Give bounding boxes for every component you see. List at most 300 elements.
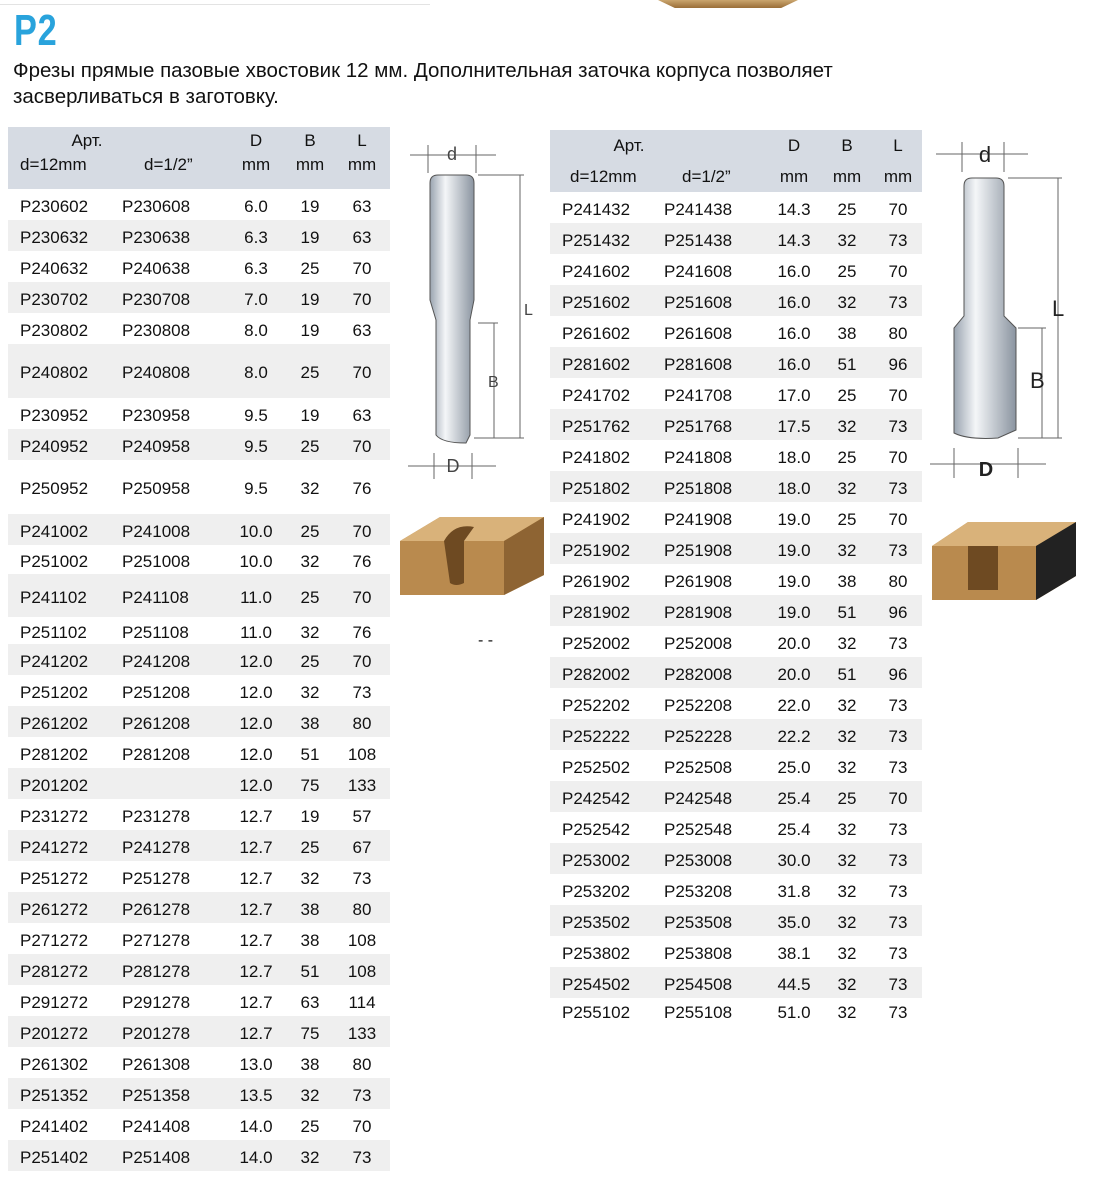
art-d12-cell: P271272 bbox=[20, 930, 89, 950]
art-d12-cell: P255102 bbox=[562, 1002, 631, 1022]
D-cell: 12.7 bbox=[239, 930, 273, 950]
L-cell: 80 bbox=[888, 323, 908, 343]
D-cell: 35.0 bbox=[768, 905, 820, 936]
table-row bbox=[550, 316, 922, 347]
B-cell: 19 bbox=[286, 220, 334, 251]
art-d12-cell: P253502 bbox=[550, 905, 664, 936]
art-d12in-cell: P261608 bbox=[664, 323, 733, 343]
art-d12in-cell: P230958 bbox=[122, 405, 191, 425]
B-header: B bbox=[820, 130, 874, 162]
L-cell: 73 bbox=[874, 533, 922, 564]
B-cell: 38 bbox=[837, 323, 857, 343]
art-d12in-cell: P201278 bbox=[122, 1016, 226, 1047]
B-cell: 32 bbox=[820, 843, 874, 874]
art-d12-cell: P261602 bbox=[562, 323, 631, 343]
B-cell: 32 bbox=[300, 622, 320, 642]
L-cell: 73 bbox=[334, 1140, 390, 1171]
D-cell: 16.0 bbox=[777, 323, 811, 343]
L-cell: 57 bbox=[352, 806, 372, 826]
art-d12in-cell: P251438 bbox=[664, 223, 768, 254]
B-cell: 32 bbox=[837, 943, 857, 963]
cutter-body bbox=[430, 175, 474, 443]
D-cell: 20.0 bbox=[777, 633, 811, 653]
table-row bbox=[8, 1078, 390, 1109]
art-d12in-cell: P241278 bbox=[122, 830, 226, 861]
B-cell: 25 bbox=[300, 258, 320, 278]
B-cell: 32 bbox=[820, 409, 874, 440]
D-cell: 19.0 bbox=[777, 571, 811, 591]
B-cell: 32 bbox=[300, 682, 320, 702]
table-row bbox=[8, 892, 390, 923]
art-d12in-cell: P271278 bbox=[122, 930, 191, 950]
art-d12in-cell: P240808 bbox=[122, 344, 226, 398]
table-row bbox=[550, 471, 922, 502]
L-cell: 76 bbox=[352, 551, 372, 571]
table-row bbox=[8, 429, 390, 460]
D-cell: 16.0 bbox=[777, 261, 811, 281]
art-d12-cell: P251352 bbox=[8, 1078, 122, 1109]
D-cell: 6.0 bbox=[244, 196, 268, 216]
B-cell: 25 bbox=[286, 574, 334, 617]
art-d12-cell: P252002 bbox=[562, 633, 631, 653]
D-cell: 10.0 bbox=[226, 514, 286, 545]
L-cell: 73 bbox=[888, 1002, 908, 1022]
art-d12in-cell: P241608 bbox=[664, 261, 733, 281]
table-row bbox=[550, 688, 922, 719]
art-d12in-cell: P251608 bbox=[664, 285, 768, 316]
art-d12in-cell: P261908 bbox=[664, 571, 733, 591]
art-d12-cell: P261902 bbox=[562, 571, 631, 591]
art-d12in-cell: P261278 bbox=[122, 892, 226, 923]
table-row bbox=[550, 502, 922, 533]
B-cell: 32 bbox=[286, 1078, 334, 1109]
D-cell: 25.4 bbox=[768, 781, 820, 812]
art-d12in-cell: P251358 bbox=[122, 1078, 226, 1109]
B-label: B bbox=[1030, 368, 1045, 393]
art-d12in-cell: P241438 bbox=[664, 199, 733, 219]
art-d12in-cell: P281608 bbox=[664, 347, 768, 378]
art-d12in-cell: P251808 bbox=[664, 471, 768, 502]
D-cell: 14.0 bbox=[226, 1140, 286, 1171]
table-row bbox=[550, 533, 922, 564]
L-cell: 73 bbox=[334, 1078, 390, 1109]
table-row bbox=[550, 874, 922, 905]
D-cell: 12.7 bbox=[226, 1016, 286, 1047]
D-cell: 12.0 bbox=[226, 644, 286, 675]
table-row bbox=[8, 1140, 390, 1171]
art-d12in-cell: P255108 bbox=[664, 1002, 733, 1022]
table-row bbox=[8, 1016, 390, 1047]
art-d12-cell: P251902 bbox=[550, 533, 664, 564]
art-d12in-cell: P230608 bbox=[122, 196, 191, 216]
table-row bbox=[550, 719, 922, 750]
D-cell: 11.0 bbox=[226, 574, 286, 617]
art-d12-cell: P253202 bbox=[562, 881, 631, 901]
D-cell: 14.3 bbox=[768, 223, 820, 254]
L-cell: 63 bbox=[352, 405, 372, 425]
B-cell: 51 bbox=[820, 657, 874, 688]
table-row bbox=[8, 985, 390, 1016]
D-cell: 12.7 bbox=[239, 806, 273, 826]
table-row bbox=[8, 344, 390, 398]
B-cell: 25 bbox=[286, 429, 334, 460]
art-d12-cell: P281202 bbox=[20, 744, 89, 764]
subheader-row bbox=[8, 155, 390, 189]
table-row bbox=[550, 998, 922, 1023]
L-cell: 96 bbox=[874, 657, 922, 688]
L-cell: 63 bbox=[352, 320, 372, 340]
art-d12in-cell: P230638 bbox=[122, 220, 226, 251]
art-d12in-cell: P281208 bbox=[122, 744, 191, 764]
D-cell: 18.0 bbox=[768, 471, 820, 502]
art-d12-cell: P242542 bbox=[550, 781, 664, 812]
B-cell: 19 bbox=[300, 405, 320, 425]
D-cell: 13.5 bbox=[226, 1078, 286, 1109]
D-cell: 10.0 bbox=[239, 551, 273, 571]
table-row bbox=[550, 285, 922, 316]
D-cell: 12.7 bbox=[226, 892, 286, 923]
B-cell: 38 bbox=[286, 706, 334, 737]
art-d12-cell: P241102 bbox=[8, 574, 122, 617]
L-cell: 70 bbox=[888, 385, 908, 405]
B-unit: mm bbox=[286, 155, 334, 189]
table-row bbox=[550, 843, 922, 874]
B-cell: 51 bbox=[286, 954, 334, 985]
B-unit: mm bbox=[820, 162, 874, 192]
L-header: L bbox=[334, 127, 390, 155]
D-cell: 14.0 bbox=[239, 1116, 273, 1136]
art-header: Арт. bbox=[8, 127, 226, 155]
D-label: D bbox=[446, 456, 460, 476]
B-cell: 25 bbox=[286, 344, 334, 398]
table-row bbox=[550, 781, 922, 812]
art-d12-cell: P241272 bbox=[8, 830, 122, 861]
L-cell: 73 bbox=[352, 682, 372, 702]
D-cell: 9.5 bbox=[244, 479, 268, 498]
B-cell: 32 bbox=[300, 868, 320, 888]
table-row bbox=[8, 514, 390, 545]
table-row bbox=[8, 1109, 390, 1140]
B-cell: 25 bbox=[837, 385, 857, 405]
cutter-body bbox=[954, 178, 1016, 438]
L-unit: mm bbox=[874, 162, 922, 192]
art-header: Арт. bbox=[550, 130, 768, 162]
art-d12in-cell: P241008 bbox=[122, 514, 226, 545]
B-cell: 38 bbox=[300, 1054, 320, 1074]
L-cell: 70 bbox=[874, 781, 922, 812]
cutter-diagram-large bbox=[928, 138, 1078, 483]
art-d12in-cell: P252008 bbox=[664, 633, 733, 653]
L-header: L bbox=[874, 130, 922, 162]
art-d12-cell: P253002 bbox=[550, 843, 664, 874]
B-cell: 19 bbox=[300, 196, 320, 216]
art-d12in-cell: P241408 bbox=[122, 1116, 191, 1136]
art-d12in-cell: P251008 bbox=[122, 551, 191, 571]
art-d12-cell: P251202 bbox=[20, 682, 89, 702]
D-cell: 22.2 bbox=[768, 719, 820, 750]
L-cell: 73 bbox=[888, 943, 908, 963]
art-d12-cell: P251802 bbox=[550, 471, 664, 502]
L-cell: 73 bbox=[874, 409, 922, 440]
art-d12-cell: P252222 bbox=[550, 719, 664, 750]
D-cell: 38.1 bbox=[777, 943, 811, 963]
L-cell: 73 bbox=[888, 757, 908, 777]
L-cell: 70 bbox=[334, 282, 390, 313]
table-row bbox=[550, 223, 922, 254]
art-d12in-cell: P251278 bbox=[122, 868, 191, 888]
L-cell: 133 bbox=[334, 768, 390, 799]
D-cell: 22.0 bbox=[777, 695, 811, 715]
B-cell: 75 bbox=[286, 1016, 334, 1047]
B-cell: 32 bbox=[300, 551, 320, 571]
L-cell: 73 bbox=[874, 905, 922, 936]
table-row bbox=[550, 254, 922, 285]
table-row bbox=[550, 192, 922, 223]
table-row bbox=[8, 675, 390, 706]
wood-groove-sample-large bbox=[932, 518, 1076, 600]
L-cell: 70 bbox=[888, 199, 908, 219]
B-cell: 32 bbox=[837, 757, 857, 777]
art-d12-cell: P291272 bbox=[20, 992, 89, 1012]
table-row bbox=[550, 967, 922, 998]
art-d12-cell: P241002 bbox=[8, 514, 122, 545]
art-d12-cell: P282002 bbox=[550, 657, 664, 688]
B-cell: 32 bbox=[837, 881, 857, 901]
D-cell: 51.0 bbox=[777, 1002, 811, 1022]
B-cell: 25 bbox=[286, 830, 334, 861]
table-row bbox=[550, 347, 922, 378]
art-d12-cell: P251762 bbox=[550, 409, 664, 440]
art-d12-cell: P261202 bbox=[8, 706, 122, 737]
table-row bbox=[550, 564, 922, 595]
L-cell: 76 bbox=[352, 622, 372, 642]
art-d12-cell: P230952 bbox=[20, 405, 89, 425]
table-row bbox=[8, 706, 390, 737]
D-cell: 17.5 bbox=[768, 409, 820, 440]
table-row bbox=[550, 626, 922, 657]
B-cell: 32 bbox=[820, 905, 874, 936]
B-cell: 32 bbox=[820, 533, 874, 564]
art-d12-cell: P240952 bbox=[8, 429, 122, 460]
art-d12in-cell: P253008 bbox=[664, 843, 768, 874]
table-row bbox=[550, 409, 922, 440]
L-cell: 70 bbox=[334, 429, 390, 460]
D-cell: 16.0 bbox=[768, 347, 820, 378]
art-d12-cell: P252502 bbox=[562, 757, 631, 777]
art-d12in-cell: P251108 bbox=[122, 622, 189, 642]
L-cell: 70 bbox=[888, 509, 908, 529]
art-d12-cell: P251402 bbox=[8, 1140, 122, 1171]
B-cell: 25 bbox=[820, 781, 874, 812]
art-d12in-cell: P241108 bbox=[122, 574, 226, 617]
subheader-row bbox=[550, 162, 922, 192]
B-cell: 19 bbox=[286, 282, 334, 313]
art-d12in-cell: P240958 bbox=[122, 429, 226, 460]
L-cell: 70 bbox=[352, 1116, 372, 1136]
D-cell: 18.0 bbox=[777, 447, 811, 467]
L-cell: 70 bbox=[334, 574, 390, 617]
art-d12-cell: P230802 bbox=[20, 320, 89, 340]
art-d12-cell: P230632 bbox=[8, 220, 122, 251]
L-cell: 70 bbox=[334, 344, 390, 398]
B-cell: 25 bbox=[300, 1116, 320, 1136]
L-cell: 76 bbox=[352, 479, 372, 498]
L-cell: 108 bbox=[347, 930, 377, 950]
D-cell: 8.0 bbox=[226, 344, 286, 398]
L-cell: 73 bbox=[874, 285, 922, 316]
table-row bbox=[550, 812, 922, 843]
B-cell: 32 bbox=[837, 1002, 857, 1022]
L-label: L bbox=[1052, 296, 1065, 321]
B-cell: 38 bbox=[837, 571, 857, 591]
art-d12-cell: P241802 bbox=[562, 447, 631, 467]
L-cell: 73 bbox=[874, 471, 922, 502]
table-row bbox=[550, 440, 922, 471]
L-cell: 96 bbox=[874, 595, 922, 626]
art-d12-cell: P231272 bbox=[20, 806, 89, 826]
table-row bbox=[550, 936, 922, 967]
table-row bbox=[8, 460, 390, 514]
table-row bbox=[8, 830, 390, 861]
B-header: B bbox=[286, 127, 334, 155]
D-cell: 14.3 bbox=[777, 199, 811, 219]
art-d12in-cell: P250958 bbox=[122, 479, 191, 498]
art-d12in-cell: P261308 bbox=[122, 1054, 191, 1074]
art-d12in-cell: P252508 bbox=[664, 757, 733, 777]
header-row bbox=[550, 130, 922, 162]
art-d12-cell: P261272 bbox=[8, 892, 122, 923]
L-cell: 114 bbox=[348, 992, 376, 1012]
D-cell: 19.0 bbox=[768, 595, 820, 626]
art-d12-cell: P241402 bbox=[20, 1116, 89, 1136]
table-row bbox=[8, 398, 390, 429]
art-d12in-cell: P251908 bbox=[664, 533, 768, 564]
right-spec-table bbox=[550, 130, 922, 1023]
D-cell: 9.5 bbox=[226, 429, 286, 460]
D-unit: mm bbox=[768, 162, 820, 192]
B-cell: 25 bbox=[286, 644, 334, 675]
art-d12in-cell: P281908 bbox=[664, 595, 768, 626]
left-spec-table bbox=[8, 127, 390, 1171]
L-cell: 73 bbox=[874, 843, 922, 874]
art-d12in-cell: P241808 bbox=[664, 447, 733, 467]
L-cell: 73 bbox=[888, 819, 908, 839]
D-cell: 19.0 bbox=[768, 533, 820, 564]
D-cell: 6.3 bbox=[244, 258, 268, 278]
table-row bbox=[8, 644, 390, 675]
art-d12-cell: P261302 bbox=[20, 1054, 89, 1074]
table-row bbox=[8, 923, 390, 954]
L-cell: 70 bbox=[888, 261, 908, 281]
D-cell: 12.7 bbox=[226, 830, 286, 861]
art-d12-cell: P201202 bbox=[8, 768, 122, 799]
art-d12in-cell: P251768 bbox=[664, 409, 768, 440]
B-cell: 25 bbox=[286, 514, 334, 545]
L-cell: 73 bbox=[888, 881, 908, 901]
art-d12-cell: P281272 bbox=[8, 954, 122, 985]
art-d12-cell: P241702 bbox=[562, 385, 631, 405]
table-row bbox=[8, 617, 390, 644]
art-d12in-cell: P254508 bbox=[664, 967, 768, 998]
B-cell: 32 bbox=[820, 223, 874, 254]
L-cell: 70 bbox=[352, 258, 372, 278]
art-d12in-cell: P242548 bbox=[664, 781, 768, 812]
series-code: P2 bbox=[14, 6, 58, 55]
B-cell: 25 bbox=[837, 199, 857, 219]
art-d12-cell: P201272 bbox=[8, 1016, 122, 1047]
art-d12in-cell: P230808 bbox=[122, 320, 191, 340]
D-header: D bbox=[768, 130, 820, 162]
art-d12in-cell: P291278 bbox=[122, 992, 191, 1012]
L-cell: 63 bbox=[352, 196, 372, 216]
table-row bbox=[550, 378, 922, 409]
dash-mark: - - bbox=[478, 632, 494, 649]
D-cell: 25.0 bbox=[777, 757, 811, 777]
L-cell: 73 bbox=[888, 633, 908, 653]
d12-header: d=12mm bbox=[550, 162, 664, 192]
B-cell: 32 bbox=[837, 819, 857, 839]
wood-sample-image-fragment bbox=[658, 0, 798, 8]
art-d12in-cell: P252548 bbox=[664, 819, 733, 839]
D-cell: 9.5 bbox=[244, 405, 268, 425]
table-row bbox=[8, 313, 390, 344]
table-row bbox=[8, 861, 390, 892]
art-d12-cell: P251432 bbox=[550, 223, 664, 254]
B-cell: 32 bbox=[286, 1140, 334, 1171]
art-d12-cell: P230602 bbox=[20, 196, 89, 216]
B-cell: 25 bbox=[837, 509, 857, 529]
art-d12-cell: P252202 bbox=[562, 695, 631, 715]
D-cell: 12.0 bbox=[226, 768, 286, 799]
table-row bbox=[8, 1047, 390, 1078]
L-cell: 73 bbox=[874, 223, 922, 254]
B-cell: 32 bbox=[820, 967, 874, 998]
art-d12in-cell: P251208 bbox=[122, 682, 191, 702]
L-cell: 73 bbox=[352, 868, 372, 888]
L-cell: 133 bbox=[334, 1016, 390, 1047]
art-d12in-cell: P252208 bbox=[664, 695, 733, 715]
table-row bbox=[8, 189, 390, 220]
art-d12in-cell: P241708 bbox=[664, 385, 733, 405]
art-d12-cell: P241902 bbox=[562, 509, 631, 529]
left-table-body bbox=[8, 189, 390, 1171]
art-d12in-cell: P230708 bbox=[122, 282, 226, 313]
art-d12in-cell: P253808 bbox=[664, 943, 733, 963]
d-label: d bbox=[446, 144, 458, 164]
table-row bbox=[8, 220, 390, 251]
L-cell: 70 bbox=[334, 514, 390, 545]
D-cell: 13.0 bbox=[239, 1054, 273, 1074]
D-label: D bbox=[978, 459, 994, 481]
D-cell: 44.5 bbox=[768, 967, 820, 998]
B-cell: 32 bbox=[300, 479, 320, 498]
d12in-header: d=1/2” bbox=[664, 162, 768, 192]
D-cell: 12.0 bbox=[226, 706, 286, 737]
D-header: D bbox=[226, 127, 286, 155]
D-cell: 31.8 bbox=[777, 881, 811, 901]
art-d12in-cell: P261208 bbox=[122, 706, 226, 737]
table-row bbox=[8, 954, 390, 985]
L-cell: 73 bbox=[874, 719, 922, 750]
product-description: Фрезы прямые пазовые хвостовик 12 мм. Дополнительная заточка корпуса позволяет засверливаться в заготовку. bbox=[13, 59, 833, 108]
L-cell: 73 bbox=[874, 967, 922, 998]
L-cell: 96 bbox=[874, 347, 922, 378]
right-table-body bbox=[550, 192, 922, 1023]
art-d12in-cell: P281278 bbox=[122, 954, 226, 985]
L-cell: 70 bbox=[334, 644, 390, 675]
art-d12in-cell: P241908 bbox=[664, 509, 733, 529]
d12-header: d=12mm bbox=[8, 155, 122, 189]
